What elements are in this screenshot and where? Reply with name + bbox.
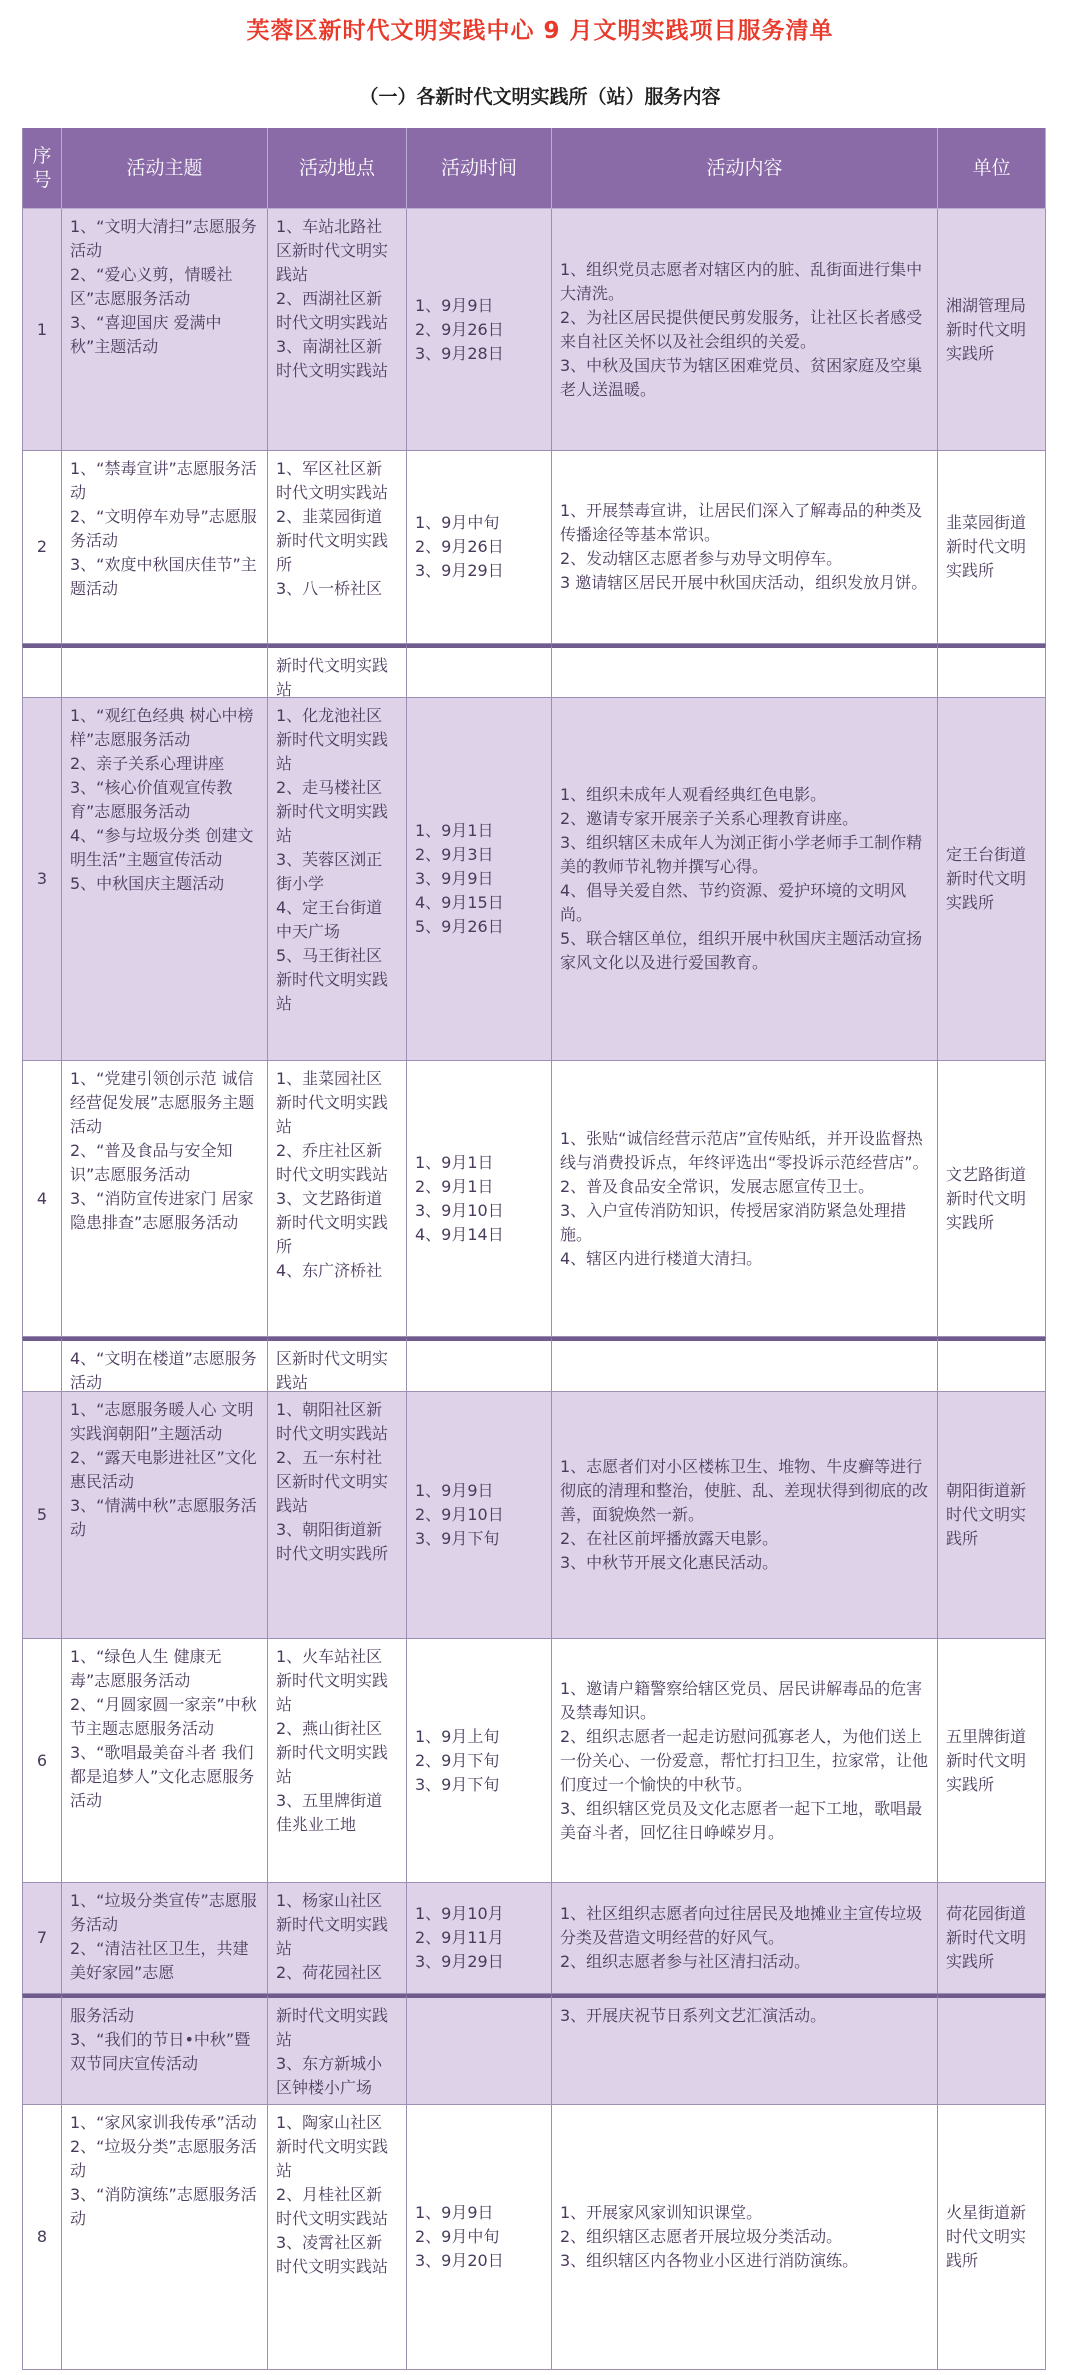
row-time: [407, 1883, 552, 1994]
row-content-continued: 3、开展庆祝节日系列文艺汇演活动。: [552, 1994, 938, 2105]
row-time-text: 1、9月10月 2、9月11月 3、9月29日: [415, 1904, 504, 1971]
service-table: [22, 128, 1058, 2375]
row-time: [407, 2105, 552, 2370]
row-content-text: 1、开展家风家训知识课堂。 2、组织辖区志愿者开展垃圾分类活动。 3、组织辖区内各物业小区进行消防演练。: [560, 2203, 859, 2270]
row-unit-continued: [938, 1994, 1046, 2105]
row-seq: 4: [22, 1061, 62, 1337]
row-unit-text: 火星街道新时代文明实践所: [946, 2203, 1027, 2270]
row-unit-continued: [938, 644, 1046, 698]
section-subtitle: （一）各新时代文明实践所（站）服务内容: [359, 86, 721, 108]
row-unit-text: 文艺路街道新时代文明实践所: [946, 1164, 1027, 1232]
row-content: [552, 209, 938, 451]
row-content: [552, 451, 938, 644]
row-unit: [938, 451, 1046, 644]
row-time-continued: [407, 1337, 552, 1392]
row-time-text: 1、9月中旬 2、9月26日 3、9月29日: [415, 513, 504, 580]
header-seq: 序 号: [22, 128, 62, 209]
row-unit: [938, 698, 1046, 1061]
row-time: [407, 1392, 552, 1639]
row-theme: 1、“观红色经典 树心中榜样”志愿服务活动 2、亲子关系心理讲座 3、“核心价值观宣传教育”志愿服务活动 4、“参与垃圾分类 创建文明生活”主题宣传活动 5、中秋国庆主题活动: [62, 698, 268, 1061]
row-seq-continued: [22, 1994, 62, 2105]
row-unit-continued: [938, 1337, 1046, 1392]
row-time-continued: [407, 1994, 552, 2105]
row-place: 1、杨家山社区新时代文明实践站 2、荷花园社区: [268, 1883, 407, 1994]
row-content-text: 1、组织未成年人观看经典红色电影。 2、邀请专家开展亲子关系心理教育讲座。 3、组织辖区未成年人为浏正街小学老师手工制作精美的教师节礼物并撰写心得。 4、倡导关爱自然、节约资源、爱护环境的文明风尚。 5、联合辖区单位，组织开展中秋国庆主题活动宣扬家风文化以及进行爱国教育。: [560, 785, 923, 972]
row-seq: 3: [22, 698, 62, 1061]
row-content: [552, 1639, 938, 1883]
row-unit-text: 定王台街道新时代文明实践所: [946, 845, 1027, 912]
header-unit: 单位: [938, 128, 1046, 209]
row-content-text: 1、邀请户籍警察给辖区党员、居民讲解毒品的危害及禁毒知识。 2、组织志愿者一起走访慰问孤寡老人，为他们送上一份关心、一份爱意，帮忙打扫卫生，拉家常，让他们度过一个愉快的中秋节。 3、组织辖区党员及文化志愿者一起下工地，歌唱最美奋斗者，回忆往日峥嵘岁月。: [560, 1678, 929, 1842]
row-place: 1、军区社区新时代文明实践站 2、韭菜园街道新时代文明实践所 3、八一桥社区: [268, 451, 407, 644]
row-time-text: 1、9月9日 2、9月10日 3、9月下旬: [415, 1481, 504, 1548]
header-place: 活动地点: [268, 128, 407, 209]
row-unit-text: 朝阳街道新时代文明实践所: [946, 1481, 1027, 1548]
row-seq: 1: [22, 209, 62, 451]
row-unit-text: 湘湖管理局新时代文明实践所: [946, 295, 1027, 363]
row-theme-continued: 服务活动 3、“我们的节日•中秋”暨双节同庆宣传活动: [62, 1994, 268, 2105]
page-title: 芙蓉区新时代文明实践中心 9 月文明实践项目服务清单: [246, 18, 834, 44]
row-time-text: 1、9月9日 2、9月26日 3、9月28日: [415, 295, 504, 363]
row-place: 1、火车站社区新时代文明实践站 2、燕山街社区新时代文明实践站 3、五里牌街道佳兆业工地: [268, 1639, 407, 1883]
row-seq: 5: [22, 1392, 62, 1639]
row-time-text: 1、9月9日 2、9月中旬 3、9月20日: [415, 2203, 504, 2270]
row-time: [407, 1061, 552, 1337]
row-content-text: 1、志愿者们对小区楼栋卫生、堆物、牛皮癣等进行彻底的清理和整治，使脏、乱、差现状得到彻底的改善，面貌焕然一新。 2、在社区前坪播放露天电影。 3、中秋节开展文化惠民活动。: [560, 1457, 929, 1572]
row-time: [407, 451, 552, 644]
row-content: [552, 1392, 938, 1639]
row-time: [407, 209, 552, 451]
row-time: [407, 1639, 552, 1883]
row-place-continued: 新时代文明实践站: [268, 644, 407, 698]
row-seq-continued: [22, 1337, 62, 1392]
row-content: [552, 698, 938, 1061]
row-theme-continued: 4、“文明在楼道”志愿服务活动: [62, 1337, 268, 1392]
row-content: [552, 2105, 938, 2370]
row-unit: [938, 2105, 1046, 2370]
row-place: 1、韭菜园社区新时代文明实践站 2、乔庄社区新时代文明实践站 3、文艺路街道新时代文明实践所 4、东广济桥社: [268, 1061, 407, 1337]
row-place-continued: 新时代文明实践站 3、东方新城小区钟楼小广场: [268, 1994, 407, 2105]
row-time-text: 1、9月1日 2、9月3日 3、9月9日 4、9月15日 5、9月26日: [415, 821, 504, 936]
row-place-continued: 区新时代文明实践站: [268, 1337, 407, 1392]
row-content: [552, 1883, 938, 1994]
header-theme: 活动主题: [62, 128, 268, 209]
row-content-continued: [552, 644, 938, 698]
row-seq: 7: [22, 1883, 62, 1994]
row-place: 1、化龙池社区新时代文明实践站 2、走马楼社区新时代文明实践站 3、芙蓉区浏正街小学 4、定王台街道中天广场 5、马王街社区新时代文明实践站: [268, 698, 407, 1061]
row-content-text: 1、开展禁毒宣讲，让居民们深入了解毒品的种类及传播途径等基本常识。 2、发动辖区志愿者参与劝导文明停车。 3 邀请辖区居民开展中秋国庆活动，组织发放月饼。: [560, 501, 928, 592]
row-seq: 2: [22, 451, 62, 644]
row-content-text: 1、组织党员志愿者对辖区内的脏、乱街面进行集中大清洗。 2、为社区居民提供便民剪发服务，让社区长者感受来自社区关怀以及社会组织的关爱。 3、中秋及国庆节为辖区困难党员、贫困家庭及空巢老人送温暖。: [560, 259, 923, 399]
row-unit-text: 荷花园街道新时代文明实践所: [946, 1904, 1027, 1971]
row-unit: [938, 1883, 1046, 1994]
row-unit-text: 韭菜园街道新时代文明实践所: [946, 513, 1027, 580]
row-place: 1、陶家山社区新时代文明实践站 2、月桂社区新时代文明实践站 3、凌霄社区新时代文明实践站: [268, 2105, 407, 2370]
row-place: 1、朝阳社区新时代文明实践站 2、五一东村社区新时代文明实践站 3、朝阳街道新时代文明实践所: [268, 1392, 407, 1639]
row-theme-continued: [62, 644, 268, 698]
row-time-text: 1、9月上旬 2、9月下旬 3、9月下旬: [415, 1726, 500, 1794]
row-theme: 1、“家风家训我传承”活动 2、“垃圾分类”志愿服务活动 3、“消防演练”志愿服务活动: [62, 2105, 268, 2370]
row-seq: 8: [22, 2105, 62, 2370]
row-time-text: 1、9月1日 2、9月1日 3、9月10日 4、9月14日: [415, 1152, 504, 1244]
row-theme: 1、“文明大清扫”志愿服务活动 2、“爱心义剪，情暖社区”志愿服务活动 3、“喜迎国庆 爱满中秋”主题活动: [62, 209, 268, 451]
row-time: [407, 698, 552, 1061]
row-theme: 1、“绿色人生 健康无毒”志愿服务活动 2、“月圆家圆一家亲”中秋节主题志愿服务活动 3、“歌唱最美奋斗者 我们都是追梦人”文化志愿服务活动: [62, 1639, 268, 1883]
row-unit: [938, 209, 1046, 451]
row-theme: 1、“禁毒宣讲”志愿服务活动 2、“文明停车劝导”志愿服务活动 3、“欢度中秋国庆佳节”主题活动: [62, 451, 268, 644]
row-content-text: 1、张贴“诚信经营示范店”宣传贴纸，并开设监督热线与消费投诉点，年终评选出“零投诉示范经营店”。 2、普及食品安全常识，发展志愿宣传卫士。 3、入户宣传消防知识，传授居家消防紧急处理措施。 4、辖区内进行楼道大清扫。: [560, 1128, 929, 1268]
header-time: 活动时间: [407, 128, 552, 209]
row-place: 1、车站北路社区新时代文明实践站 2、西湖社区新时代文明实践站 3、南湖社区新时代文明实践站: [268, 209, 407, 451]
row-theme: 1、“垃圾分类宣传”志愿服务活动 2、“清洁社区卫生，共建美好家园”志愿: [62, 1883, 268, 1994]
row-theme: 1、“党建引领创示范 诚信经营促发展”志愿服务主题活动 2、“普及食品与安全知识”志愿服务活动 3、“消防宣传进家门 居家隐患排查”志愿服务活动: [62, 1061, 268, 1337]
row-theme: 1、“志愿服务暖人心 文明实践润朝阳”主题活动 2、“露天电影进社区”文化惠民活动 3、“情满中秋”志愿服务活动: [62, 1392, 268, 1639]
row-unit: [938, 1639, 1046, 1883]
row-unit-text: 五里牌街道新时代文明实践所: [946, 1726, 1027, 1794]
row-content-text: 1、社区组织志愿者向过往居民及地摊业主宣传垃圾分类及营造文明经营的好风气。 2、组织志愿者参与社区清扫活动。: [560, 1904, 923, 1971]
row-seq: 6: [22, 1639, 62, 1883]
row-time-continued: [407, 644, 552, 698]
header-content: 活动内容: [552, 128, 938, 209]
row-seq-continued: [22, 644, 62, 698]
row-content-continued: [552, 1337, 938, 1392]
row-unit: [938, 1392, 1046, 1639]
row-content: [552, 1061, 938, 1337]
row-unit: [938, 1061, 1046, 1337]
